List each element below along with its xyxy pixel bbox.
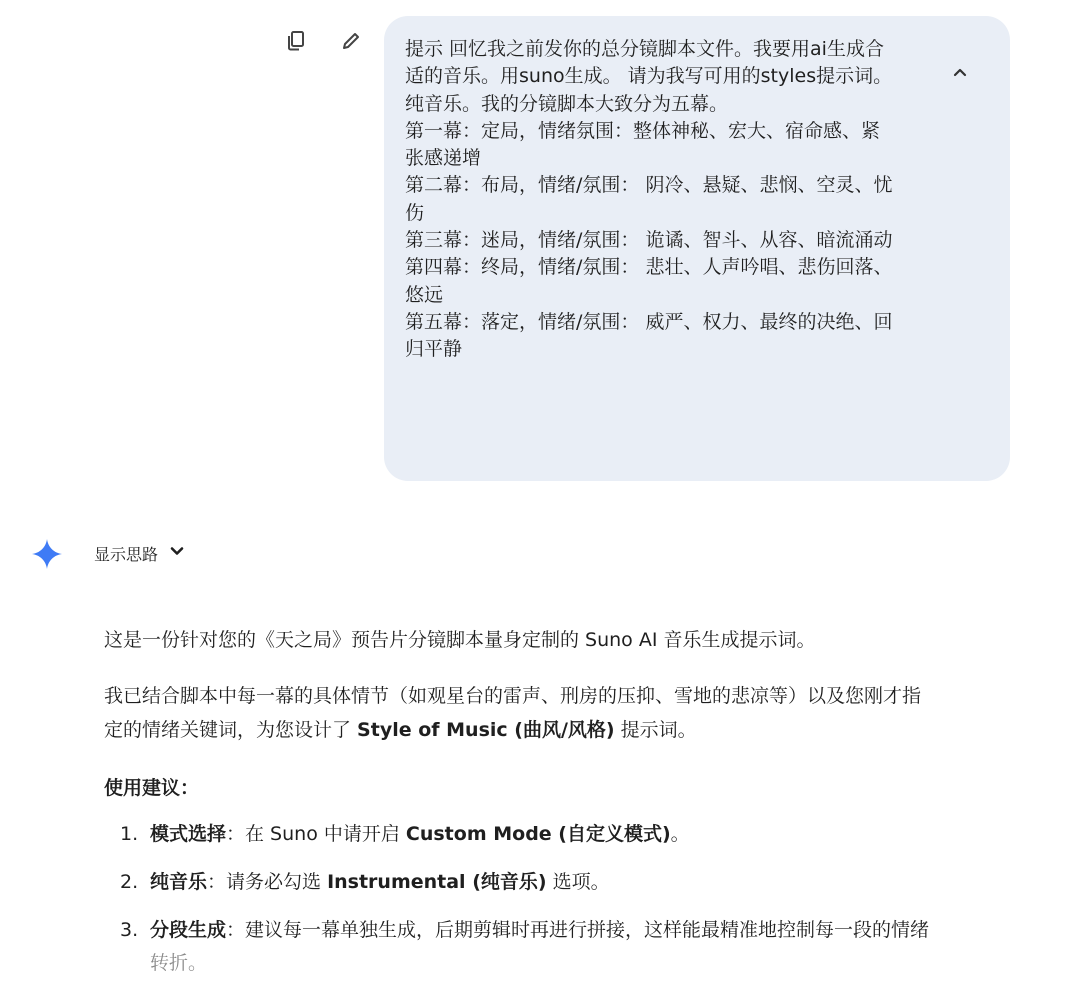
user-message-line: 归平静 <box>405 338 463 361</box>
list-item-text: ：在 Suno 中请开启 <box>226 823 406 845</box>
show-thoughts-button[interactable] <box>94 540 186 566</box>
response-paragraph-line <box>104 714 697 747</box>
list-item-text: ：建议每一幕单独生成，后期剪辑时再进行拼接，这样能最精准地控制每一段的情绪 <box>226 919 930 941</box>
list-item <box>120 914 929 947</box>
response-text: 提示词。 <box>614 719 697 741</box>
user-message-bubble <box>384 16 1010 481</box>
list-item-text: 选项。 <box>546 871 610 893</box>
list-number: 2. <box>120 871 139 893</box>
list-item-highlight: Custom Mode (自定义模式) <box>405 823 671 845</box>
list-item-text: ：请务必勾选 <box>207 871 328 893</box>
response-paragraph-line: 我已结合脚本中每一幕的具体情节（如观星台的雷声、刑房的压抑、雪地的悲凉等）以及您刚才指 <box>104 685 922 707</box>
user-message-line: 提示 回忆我之前发你的总分镜脚本文件。我要用ai生成合 <box>405 38 884 60</box>
list-item-text: 。 <box>670 823 690 845</box>
user-message-line: 第三幕：迷局，情绪/氛围： 诡谲、智斗、从容、暗流涌动 <box>405 229 893 252</box>
user-message-line: 第四幕：终局，情绪/氛围： 悲壮、人声吟唱、悲伤回落、 <box>405 256 893 279</box>
user-message-line: 悠远 <box>405 283 444 306</box>
list-number: 1. <box>120 823 139 845</box>
gemini-spark-icon <box>31 538 63 570</box>
pencil-icon[interactable] <box>338 28 364 54</box>
user-message-line: 第二幕：布局，情绪/氛围： 阴冷、悬疑、悲悯、空灵、忧 <box>405 174 893 197</box>
list-item-continuation: 转折。 <box>150 952 208 974</box>
list-item-title: 模式选择 <box>150 823 227 845</box>
user-message-line: 张感递增 <box>405 147 482 170</box>
response-text: 定的情绪关键词，为您设计了 <box>104 719 358 741</box>
show-thoughts-label: 显示思路 <box>94 544 159 564</box>
user-message-line: 第五幕：落定，情绪/氛围： 威严、权力、最终的决绝、回 <box>405 310 893 333</box>
list-item <box>120 818 690 851</box>
user-message-line: 第一幕：定局，情绪氛围：整体神秘、宏大、宿命感、紧 <box>405 119 881 142</box>
copy-icon[interactable] <box>284 28 310 54</box>
response-intro: 这是一份针对您的《天之局》预告片分镜脚本量身定制的 Suno AI 音乐生成提示词。 <box>104 629 816 651</box>
usage-title: 使用建议： <box>104 777 200 799</box>
chevron-down-icon <box>168 542 186 564</box>
user-message-text <box>405 36 934 364</box>
list-number: 3. <box>120 919 139 941</box>
list-item <box>120 866 610 899</box>
list-item-title: 分段生成 <box>150 919 227 941</box>
user-message-line: 伤 <box>405 201 425 224</box>
user-message-line: 纯音乐。我的分镜脚本大致分为五幕。 <box>405 92 729 115</box>
list-item-title: 纯音乐 <box>150 871 208 893</box>
user-message-line: 适的音乐。用suno生成。 请为我写可用的styles提示词。 <box>405 65 893 88</box>
response-bold-text: Style of Music (曲风/风格) <box>357 719 615 741</box>
list-item-highlight: Instrumental (纯音乐) <box>327 871 547 893</box>
chevron-up-icon[interactable] <box>948 60 972 84</box>
